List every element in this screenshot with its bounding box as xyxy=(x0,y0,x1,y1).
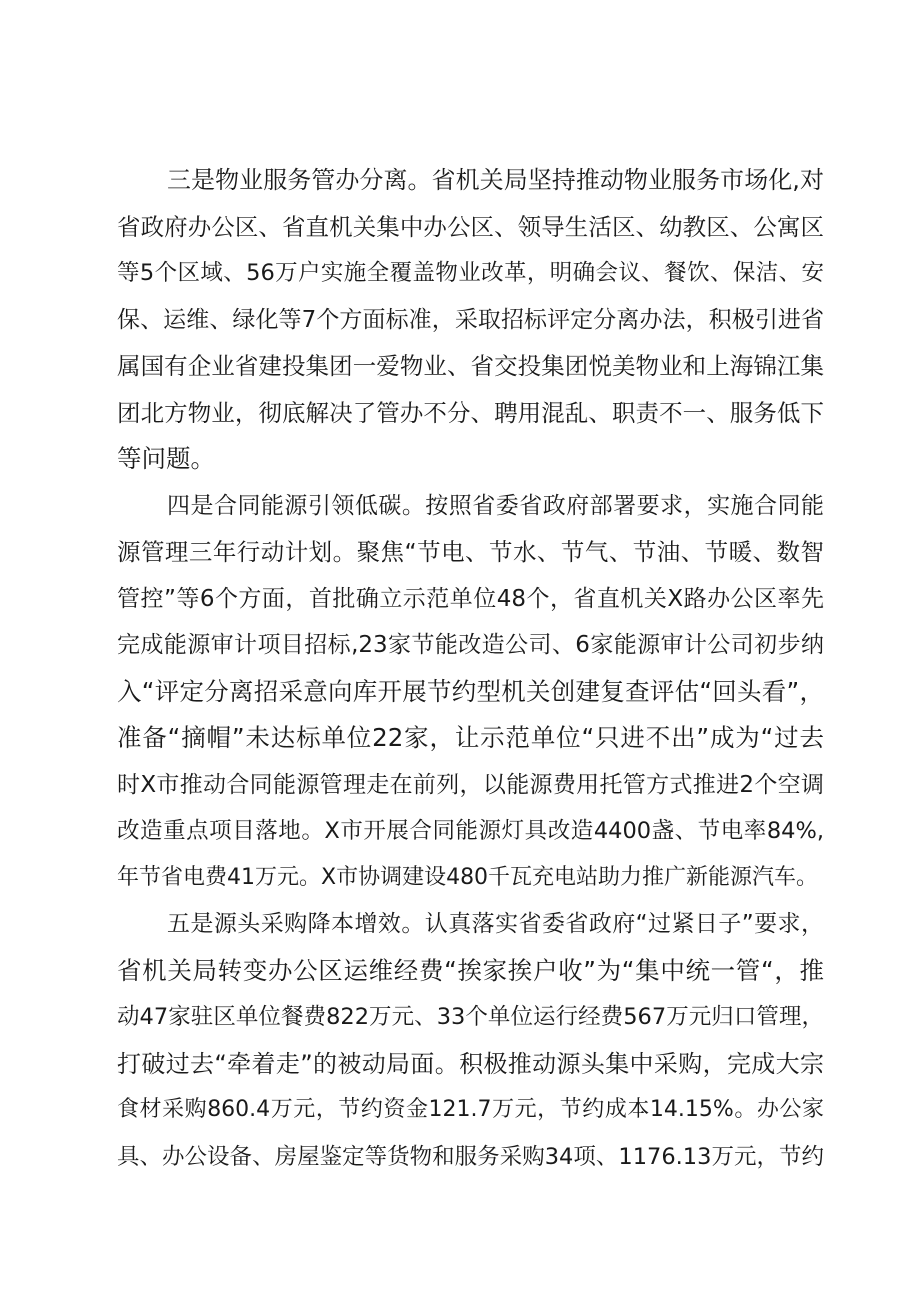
text-line: 省机关局转变办公区运维经费“挨家挨户收”为“集中统一管“，推 xyxy=(117,955,824,985)
text-line: 管控”等6个方面，首批确立示范单位48个，省直机关X路办公区率先 xyxy=(117,585,824,612)
text-line: 食材采购860.4万元，节约资金121.7万元，节约成本14.15%。办公家 xyxy=(117,1097,824,1122)
text-line: 年节省电费41万元。X市协调建设480千瓦充电站助力推广新能源汽车。 xyxy=(117,864,819,890)
text-line: 完成能源审计项目招标,23家节能改造公司、6家能源审计公司初步纳 xyxy=(117,632,824,658)
text-line: 保、运维、绿化等7个方面标准，采取招标评定分离办法，积极引进省 xyxy=(117,306,824,333)
text-line: 属国有企业省建投集团一爱物业、省交投集团悦美物业和上海锦江集 xyxy=(117,352,824,380)
text-line: 打破过去“牵着走”的被动局面。积极推动源头集中采购，完成大宗 xyxy=(117,1049,824,1078)
text-line: 三是物业服务管办分离。省机关局坚持推动物业服务市场化,对 xyxy=(167,166,824,194)
text-line: 源管理三年行动计划。聚焦“节电、节水、节气、节油、节暖、数智 xyxy=(117,538,824,566)
text-line: 等问题。 xyxy=(117,444,215,473)
paragraph-source-procurement xyxy=(117,901,824,1180)
text-line: 具、办公设备、房屋鉴定等货物和服务采购34项、1176.13万元，节约 xyxy=(117,1143,824,1170)
text-line: 时X市推动合同能源管理走在前列，以能源费用托管方式推进2个空调 xyxy=(117,771,824,798)
text-line: 四是合同能源引领低碳。按照省委省政府部署要求，实施合同能 xyxy=(167,492,824,519)
text-line: 准备“摘帽”未达标单位22家，让示范单位“只进不出”成为“过去 xyxy=(117,723,824,752)
text-line: 等5个区域、56万户实施全覆盖物业改革，明确会议、餐饮、保洁、安 xyxy=(117,260,824,286)
text-line: 改造重点项目落地。X市开展合同能源灯具改造4400盏、节电率84%, xyxy=(117,818,824,844)
text-line: 团北方物业，彻底解决了管办不分、聘用混乱、职责不一、服务低下 xyxy=(117,398,824,427)
paragraph-property-services xyxy=(117,157,824,483)
document-body xyxy=(117,157,824,1180)
text-line: 省政府办公区、省直机关集中办公区、领导生活区、幼教区、公寓区 xyxy=(117,212,824,241)
paragraph-contract-energy xyxy=(117,483,824,902)
text-line: 入“评定分离招采意向库开展节约型机关创建复查评估“回头看”， xyxy=(117,676,824,706)
text-line: 五是源头采购降本增效。认真落实省委省政府“过紧日子”要求， xyxy=(167,911,824,937)
text-line: 动47家驻区单位餐费822万元、33个单位运行经费567万元归口管理， xyxy=(117,1004,824,1030)
